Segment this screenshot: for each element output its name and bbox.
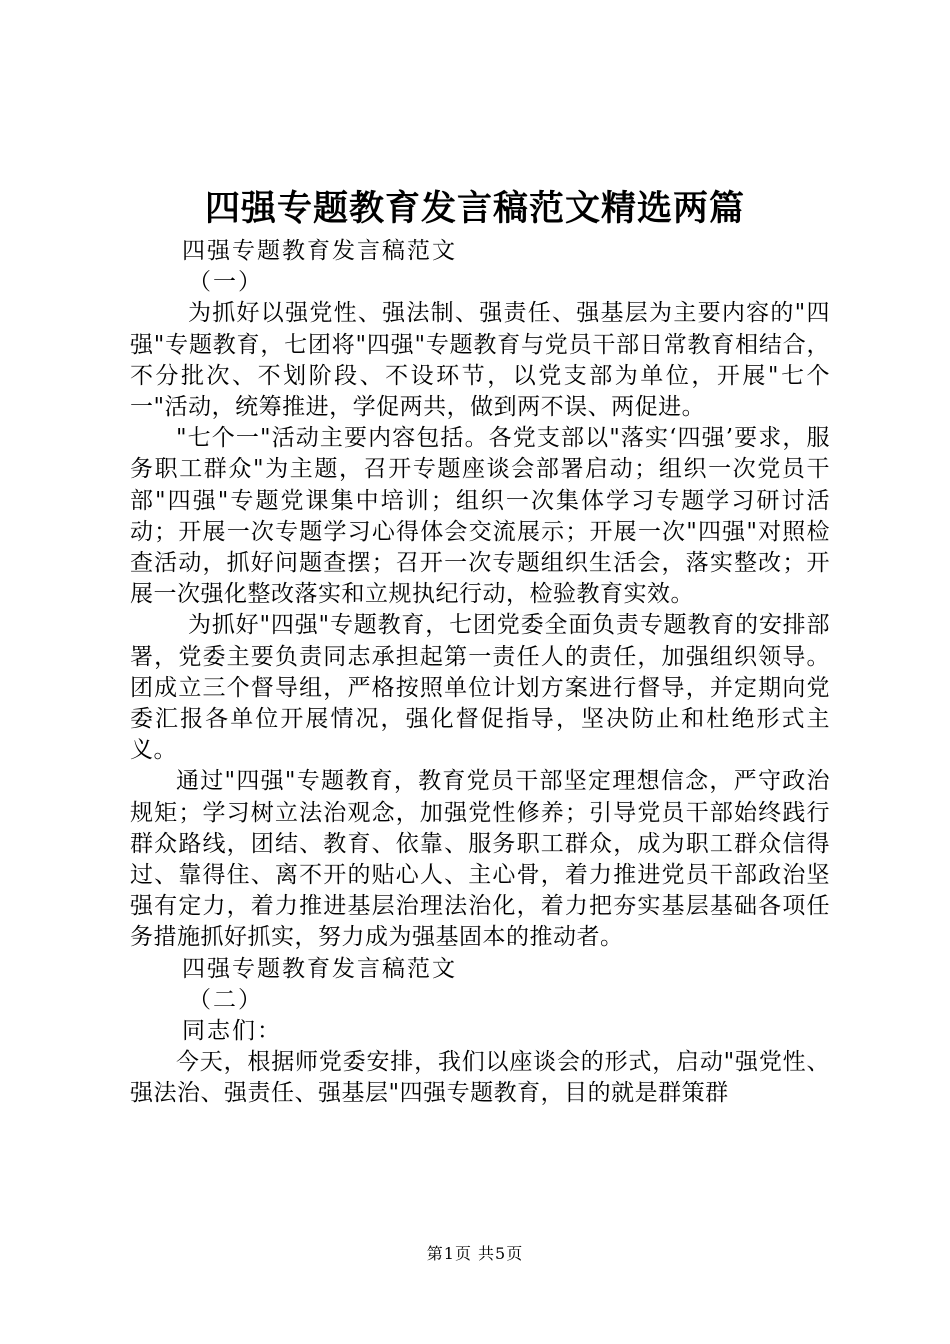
document-body bbox=[130, 236, 830, 1110]
paragraph: "七个一"活动主要内容包括。各党支部以"落实‘四强’要求，服务职工群众"为主题，召开专题座谈会部署启动；组织一次党员干部"四强"专题党课集中培训；组织一次集体学习专题学习研讨活动；开展一次专题学习心得体会交流展示；开展一次"四强"对照检查活动，抓好问题查摆；召开一次专题组织生活会，落实整改；开展一次强化整改落实和立规执纪行动，检验教育实效。 bbox=[130, 425, 831, 608]
section-heading-1: 四强专题教育发言稿范文 bbox=[182, 238, 457, 264]
section-number-1: （一） bbox=[188, 269, 263, 296]
paragraph: 通过"四强"专题教育，教育党员干部坚定理想信念，严守政治规矩；学习树立法治观念，加强党性修养；引导党员干部始终践行群众路线，团结、教育、依靠、服务职工群众，成为职工群众信得过、靠得住、离不开的贴心人、主心骨，着力推进党员干部政治坚强有定力，着力推进基层治理法治化，着力把夯实基层基础各项任务措施抓好抓实，努力成为强基固本的推动者。 bbox=[130, 768, 830, 951]
page-title: 四强专题教育发言稿范文精选两篇 bbox=[204, 189, 745, 229]
paragraph: 为抓好以强党性、强法制、强责任、强基层为主要内容的"四强"专题教育，七团将"四强"专题教育与党员干部日常教育相结合，不分批次、不划阶段、不设环节，以党支部为单位，开展"七个一"活动，统筹推进，学促两共，做到两不误、两促进。 bbox=[130, 300, 830, 421]
salutation: 同志们： bbox=[182, 1018, 282, 1045]
section-number-2: （二） bbox=[188, 986, 263, 1013]
page-footer: 第1页 共5页 bbox=[426, 1244, 524, 1263]
paragraph: 今天，根据师党委安排，我们以座谈会的形式，启动"强党性、强法治、强责任、强基层"四强专题教育，目的就是群策群 bbox=[130, 1049, 830, 1107]
section-heading-2: 四强专题教育发言稿范文 bbox=[182, 955, 457, 982]
paragraph: 为抓好"四强"专题教育，七团党委全面负责专题教育的安排部署，党委主要负责同志承担起第一责任人的责任，加强组织领导。团成立三个督导组，严格按照单位计划方案进行督导，并定期向党委汇报各单位开展情况，强化督促指导，坚决防止和杜绝形式主义。 bbox=[130, 612, 830, 764]
